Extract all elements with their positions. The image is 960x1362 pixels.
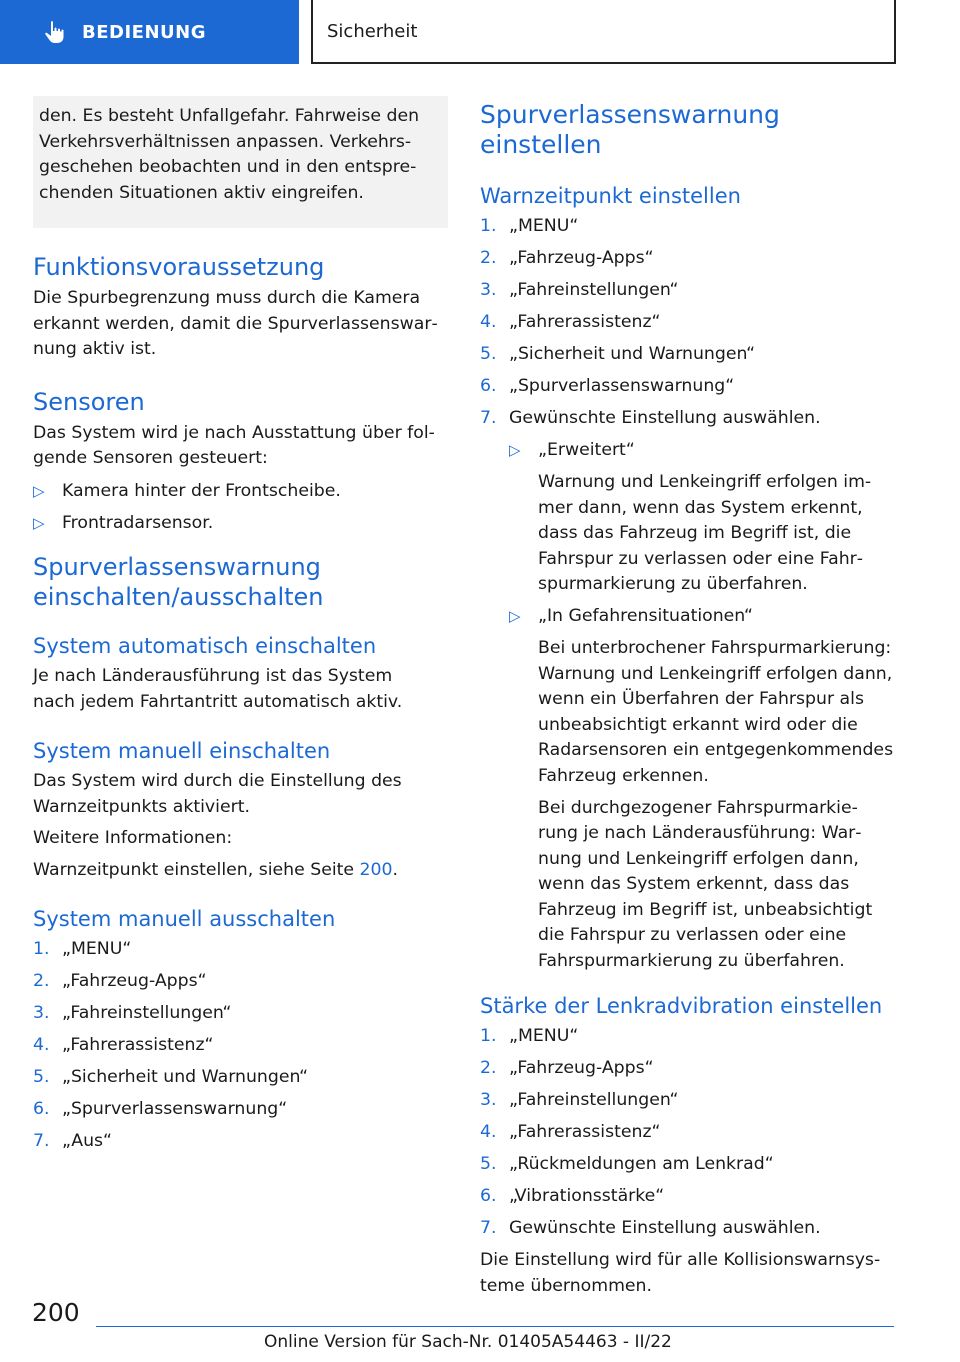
list-item: 1. „MENU“ [33,939,132,959]
warning-note-text: den. Es besteht Unfallgefahr. Fahrweise den Verkehrsverhältnissen anpassen. Verkehrsgeschehen beobachten und in den entsprechenden Situationen aktiv eingreifen. [39,106,420,203]
more-info-text: Weitere Informationen: [33,828,233,848]
heading-settings: Spurverlassenswarnung einstellen [480,100,780,159]
list-item: 7. Gewünschte Einstellung auswählen. [480,408,821,428]
footer-text: Online Version für Sach-Nr. 01405A54463 - II/22 [264,1332,672,1352]
list-item: ▷ „Erweitert“ Warnung und Lenkeingriff erfolgen immer dann, wenn das System erkennt, dass das Fahrzeug im Begriff ist, die Fahrspur zu verlassen oder eine Fahrspurmarkierung zu überfahren. [509,438,900,598]
list-item: 1. „MENU“ [480,1026,579,1046]
list-item: 5. „Sicherheit und Warnungen“ [33,1067,309,1087]
heading-warn-time: Warnzeitpunkt einstellen [480,184,741,208]
list-item: 7. „Aus“ [33,1131,113,1151]
list-item: 3. „Fahreinstellungen“ [480,280,679,300]
page-number: 200 [32,1298,80,1327]
list-item: 2. „Fahrzeug-Apps“ [480,1058,654,1078]
left-column [33,96,448,1161]
reference-line: Warnzeitpunkt einstellen, siehe Seite 200. [33,859,399,880]
manual-off-steps [33,937,448,1155]
vibration-text: Die Einstellung wird für alle Kollisionswarnsysteme übernommen. [480,1250,881,1296]
list-item: ▷ „In Gefahrensituationen“ Bei unterbrochener Fahrspurmarkierung: Warnung und Lenkeingriff erfolgen dann, wenn ein Überfahren der Fahrspur als unbeabsichtigt erkannt wird oder die Radarsensoren ein entgegenkommendes Fahrzeug erkennen. Bei durchgezogener Fahrspurmarkierung je nach Länderausführung: Warnung und Lenkeingriff erfolgen dann, wenn das System erkennt, dass das Fahrzeug im Begriff ist, unbeabsichtigt die Fahrspur zu verlassen oder eine Fahrspurmarkierung zu überfahren. [509,604,900,974]
section-tab [0,0,299,64]
list-item: 6. „Spurverlassenswarnung“ [480,376,735,396]
func-text: Die Spurbegrenzung muss durch die Kamera erkannt werden, damit die Spurverlassenswarnung aktiv ist. [33,288,438,359]
heading-manual-off: System manuell ausschalten [33,907,336,931]
triangle-bullet-icon: ▷ [509,607,521,625]
list-item: 5. „Rückmeldungen am Lenkrad“ [480,1154,774,1174]
manual-on-text: Das System wird durch die Einstellung des Warnzeitpunkts aktiviert. [33,771,402,817]
heading-manual-on: System manuell einschalten [33,739,331,763]
right-column [480,96,900,1299]
footer-divider [96,1326,894,1327]
list-item: ▷ Kamera hinter der Frontscheibe. [33,479,448,505]
triangle-bullet-icon: ▷ [509,441,521,459]
list-item: 3. „Fahreinstellungen“ [480,1090,679,1110]
list-item: 1. „MENU“ [480,216,579,236]
list-item: ▷ Frontradarsensor. [33,511,448,537]
heading-vibration: Stärke der Lenkradvibration einstellen [480,994,883,1018]
list-item: 2. „Fahrzeug-Apps“ [33,971,207,991]
heading-onoff: Spurverlassenswarnung einschalten/ausschalten [33,553,324,611]
auto-text: Je nach Länderausführung ist das System nach jedem Fahrtantritt automatisch aktiv. [33,666,403,712]
page-link[interactable]: 200 [359,859,393,880]
list-item: 6. „Spurverlassenswarnung“ [33,1099,288,1119]
list-item: 2. „Fahrzeug-Apps“ [480,248,654,268]
list-item: 4. „Fahrerassistenz“ [33,1035,214,1055]
triangle-bullet-icon: ▷ [33,481,45,500]
warn-steps [480,214,900,432]
list-item: 7. Gewünschte Einstellung auswählen. [480,1218,821,1238]
vibration-steps [480,1024,900,1242]
sensors-text: Das System wird je nach Ausstattung über folgende Sensoren gesteuert: [33,422,435,468]
list-item: 4. „Fahrerassistenz“ [480,1122,661,1142]
list-item: 6. „Vibrationsstärke“ [480,1186,665,1206]
option-list [509,438,900,974]
list-item: 3. „Fahreinstellungen“ [33,1003,232,1023]
section-label: BEDIENUNG [82,21,206,43]
chapter-title: Sicherheit [311,0,896,64]
sensor-list [33,479,448,537]
heading-auto-on: System automatisch einschalten [33,634,377,658]
triangle-bullet-icon: ▷ [33,513,45,532]
list-item: 5. „Sicherheit und Warnungen“ [480,344,756,364]
heading-funktionsvoraussetzung: Funktionsvoraussetzung [33,253,325,281]
heading-sensoren: Sensoren [33,387,145,416]
hand-pointer-icon [42,19,68,45]
warning-note [33,96,448,228]
list-item: 4. „Fahrerassistenz“ [480,312,661,332]
